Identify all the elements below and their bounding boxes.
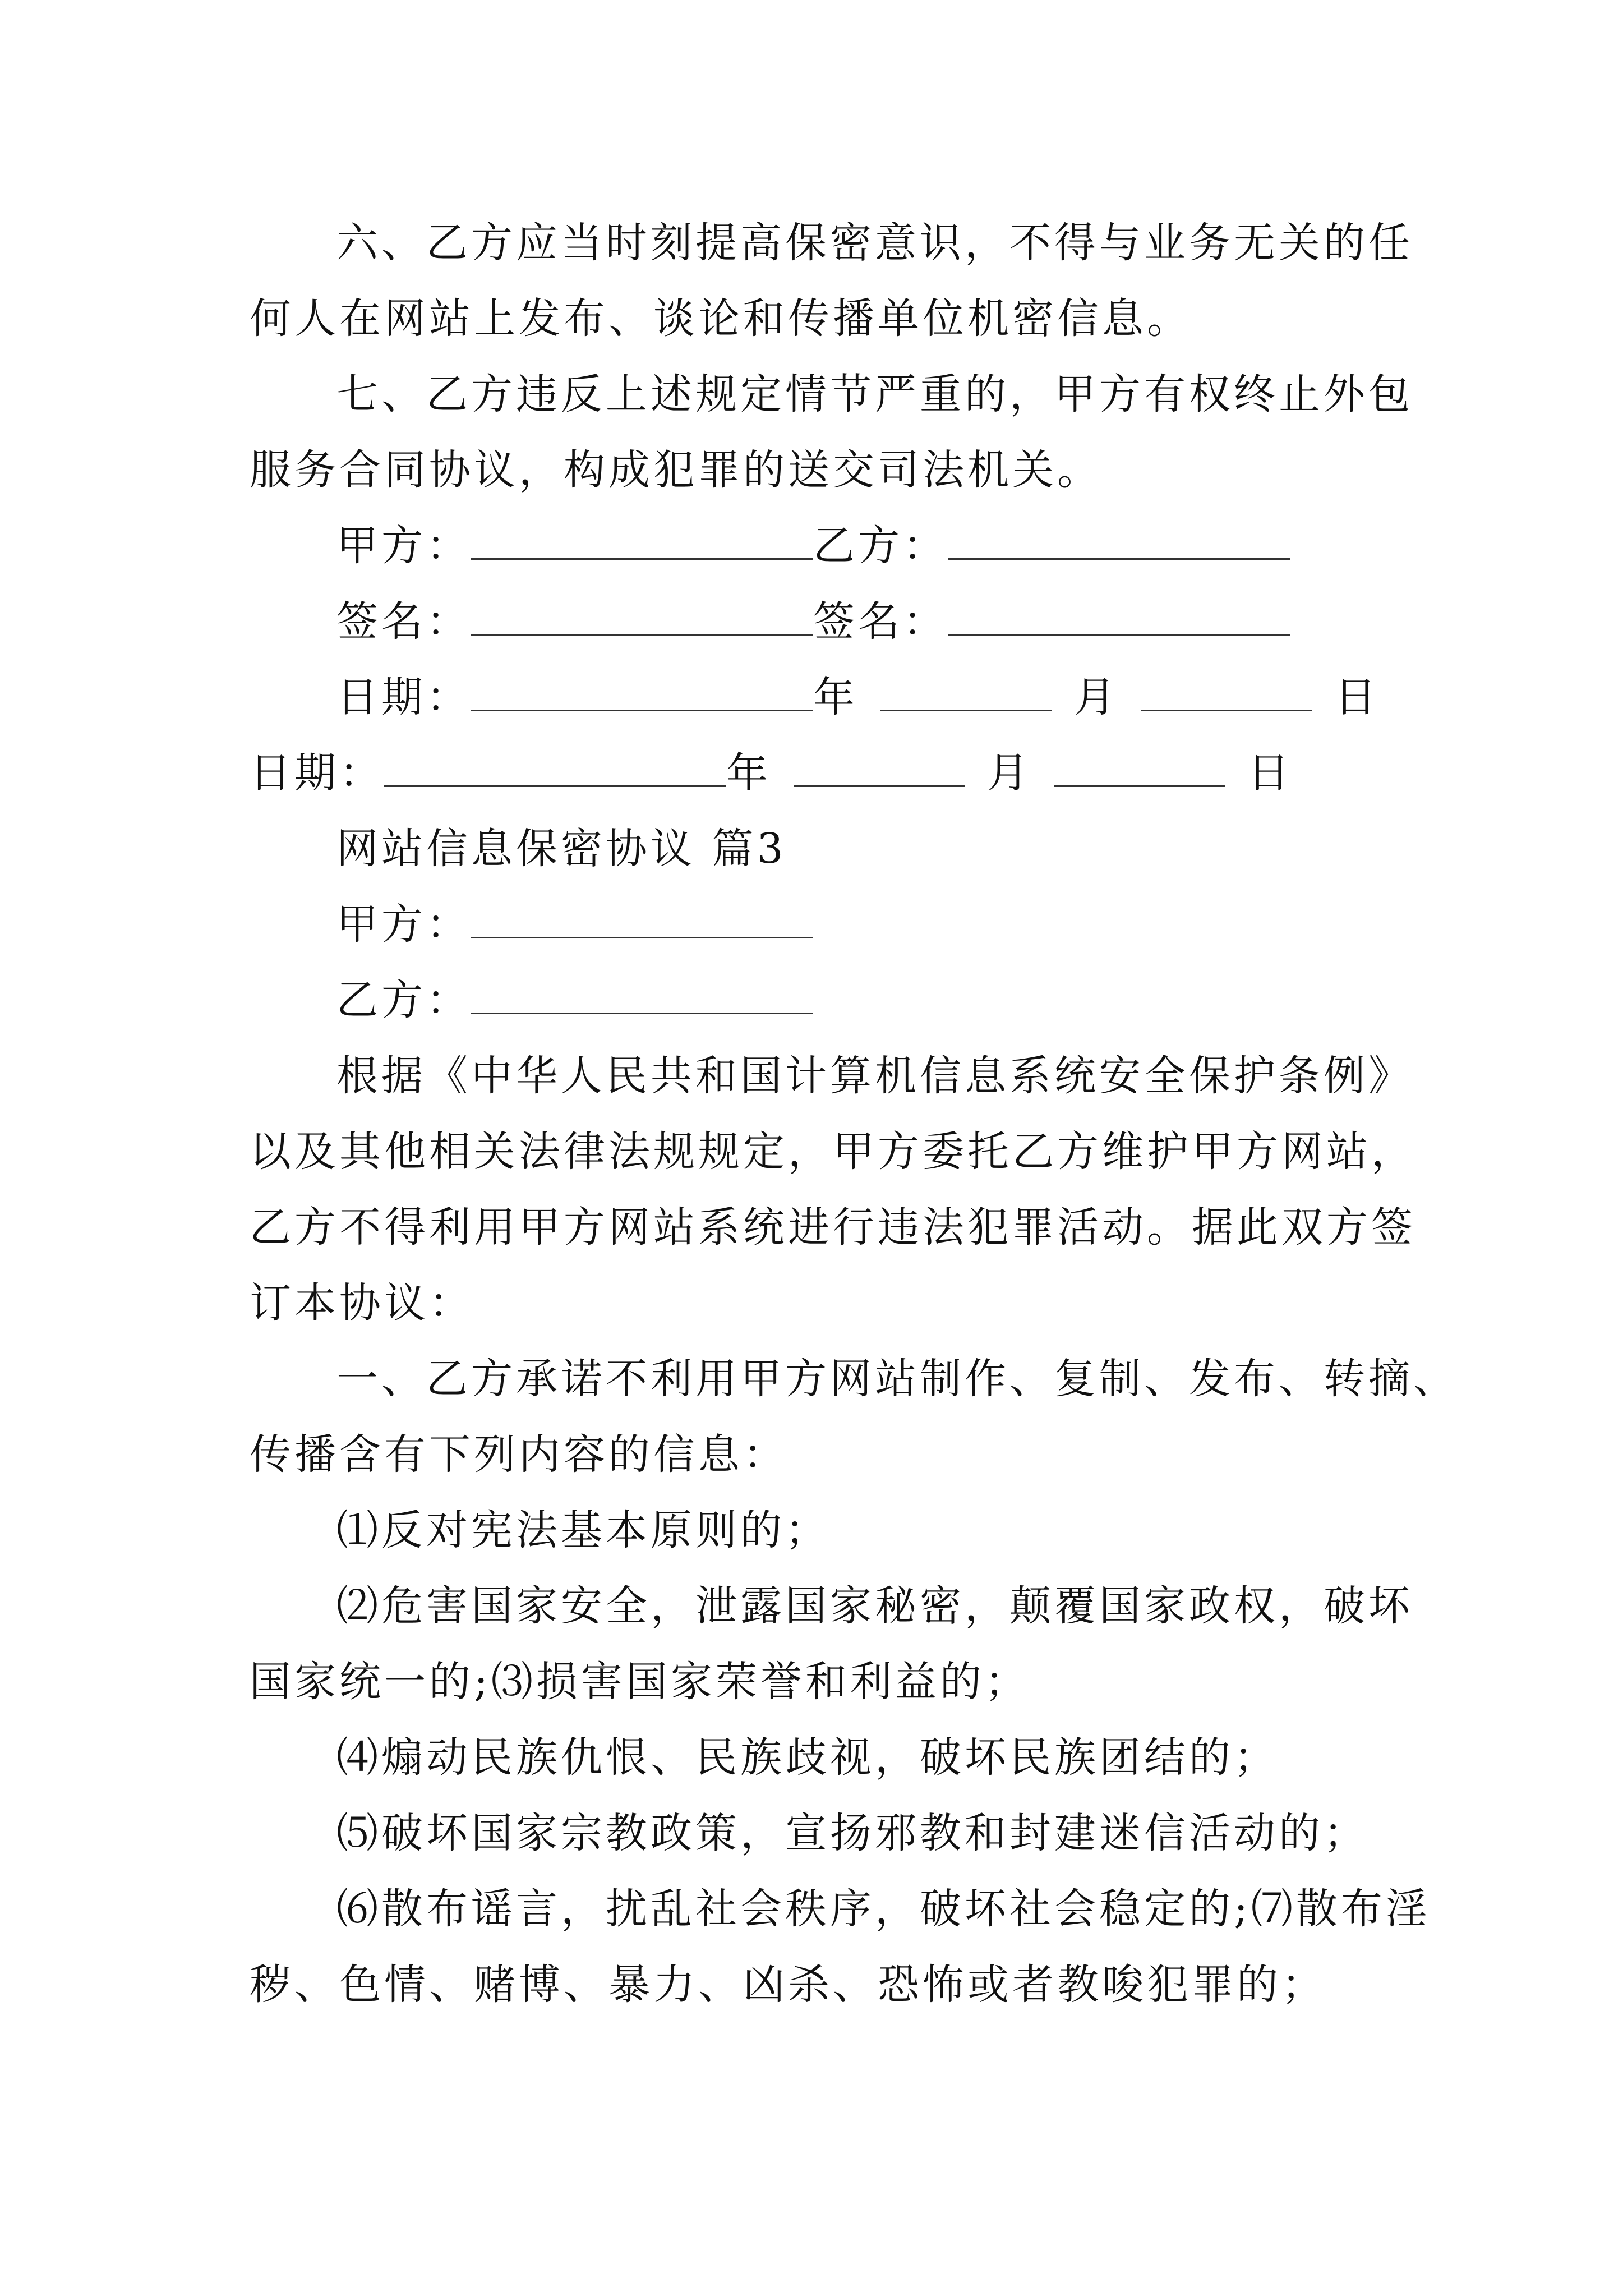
- party-b-blank[interactable]: [948, 523, 1290, 560]
- section-3-party-b-label: 乙方：: [336, 976, 471, 1024]
- list-item: ⑴反对宪法基本原则的；: [336, 1506, 830, 1554]
- date-b-month-blank[interactable]: [794, 751, 965, 787]
- section-3-party-b-blank[interactable]: [471, 978, 813, 1014]
- intro-line-4: 订本协议：: [250, 1279, 474, 1327]
- date-a-year-blank[interactable]: [471, 675, 813, 711]
- day-label: 日: [1335, 673, 1380, 721]
- list-item: ⑸破坏国家宗教政策，宣扬邪教和封建迷信活动的；: [336, 1809, 1368, 1857]
- section-3-party-a-label: 甲方：: [336, 900, 471, 949]
- clause-6-line-2: 何人在网站上发布、谈论和传播单位机密信息。: [250, 295, 1192, 343]
- date-a-month-blank[interactable]: [880, 675, 1052, 711]
- sign-b-blank[interactable]: [948, 599, 1290, 636]
- party-a-label: 甲方：: [336, 522, 471, 570]
- clause-1-line-2: 传播含有下列内容的信息：: [250, 1430, 788, 1479]
- sign-b-label: 签名：: [813, 597, 948, 646]
- section-3-party-a: [336, 896, 813, 953]
- date-a-label: 日期：: [336, 673, 471, 721]
- section-3-party-a-blank[interactable]: [471, 902, 813, 938]
- date-b-year-blank[interactable]: [384, 751, 726, 787]
- signature-row: [336, 593, 1290, 650]
- list-item: ⑹散布谣言，扰乱社会秩序，破坏社会稳定的;⑺散布淫: [336, 1885, 1431, 1933]
- clause-1-line-1: 一、乙方承诺不利用甲方网站制作、复制、发布、转摘、: [336, 1355, 1458, 1403]
- list-item: 国家统一的;⑶损害国家荣誉和利益的；: [250, 1658, 1030, 1706]
- list-item: ⑷煽动民族仇恨、民族歧视，破坏民族团结的；: [336, 1733, 1279, 1782]
- day-label: 日: [1248, 749, 1293, 797]
- section-3-title: 网站信息保密协议 篇3: [336, 825, 787, 873]
- date-b-day-blank[interactable]: [1054, 751, 1225, 787]
- sign-a-blank[interactable]: [471, 599, 813, 636]
- month-label: 月: [987, 749, 1032, 797]
- year-label: 年: [726, 749, 771, 797]
- date-row-a: [336, 669, 1380, 725]
- party-a-blank[interactable]: [471, 523, 813, 560]
- sign-a-label: 签名：: [336, 597, 471, 646]
- section-3-party-b: [336, 972, 813, 1028]
- clause-7-line-2: 服务合同协议，构成犯罪的送交司法机关。: [250, 446, 1102, 494]
- list-item: 秽、色情、赌博、暴力、凶杀、恐怖或者教唆犯罪的；: [250, 1961, 1326, 2009]
- party-b-label: 乙方：: [813, 522, 948, 570]
- list-item: ⑵危害国家安全，泄露国家秘密，颠覆国家政权，破坏: [336, 1582, 1413, 1630]
- clause-7-line-1: 七、乙方违反上述规定情节严重的，甲方有权终止外包: [336, 370, 1413, 418]
- intro-line-3: 乙方不得利用甲方网站系统进行违法犯罪活动。据此双方签: [250, 1203, 1416, 1251]
- clause-6-line-1: 六、乙方应当时刻提高保密意识，不得与业务无关的任: [336, 219, 1413, 267]
- intro-line-2: 以及其他相关法律法规规定，甲方委托乙方维护甲方网站，: [250, 1128, 1416, 1176]
- year-label: 年: [813, 673, 858, 721]
- date-a-day-blank[interactable]: [1141, 675, 1312, 711]
- intro-line-1: 根据《中华人民共和国计算机信息系统安全保护条例》: [336, 1052, 1413, 1100]
- month-label: 月: [1074, 673, 1119, 721]
- date-b-label: 日期：: [250, 749, 384, 797]
- date-row-b: [250, 745, 1293, 801]
- party-row: [336, 518, 1290, 574]
